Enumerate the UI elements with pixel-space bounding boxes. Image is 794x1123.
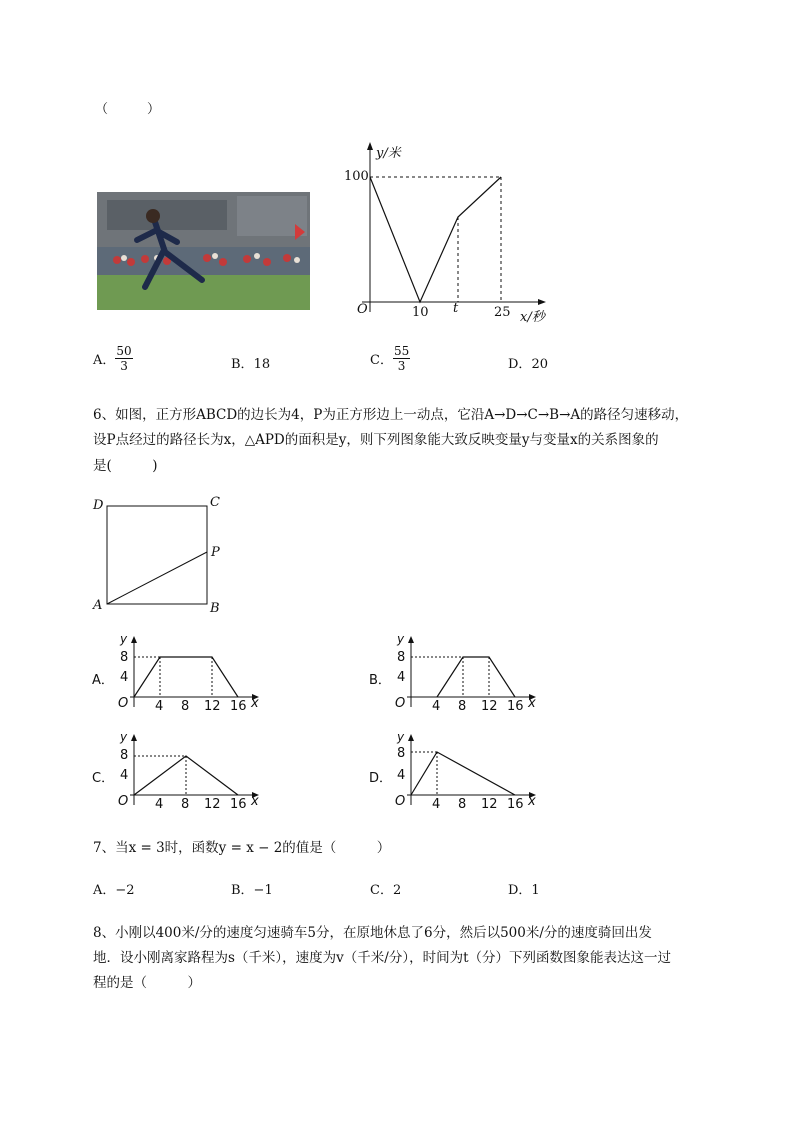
y-axis-label: y	[397, 632, 405, 646]
fraction-denominator: 3	[120, 359, 128, 373]
x-tick: 16	[230, 797, 247, 812]
segment-ap	[107, 552, 207, 604]
x-tick: 8	[181, 797, 190, 812]
y-tick: 8	[120, 650, 129, 665]
x-tick: 8	[181, 699, 190, 714]
x-axis-label: x	[528, 794, 536, 809]
origin-label: O	[118, 794, 129, 809]
vertex-b-label: B	[210, 601, 220, 616]
q7-option-d[interactable]: D．1	[508, 883, 540, 898]
y-tick: 4	[397, 768, 406, 783]
q5-y-tick-100: 100	[344, 169, 369, 184]
option-letter: D．	[508, 357, 532, 372]
option-letter: C．	[370, 353, 393, 368]
fraction-denominator: 3	[397, 359, 406, 373]
x-tick: 8	[458, 699, 467, 714]
q6-option-b[interactable]	[367, 632, 547, 717]
x-tick: 12	[204, 797, 221, 812]
y-tick: 8	[120, 748, 129, 763]
origin-label: O	[395, 696, 406, 711]
q7-option-b[interactable]: B．−1	[231, 883, 273, 898]
option-letter: A．	[93, 353, 116, 368]
y-tick: 8	[397, 746, 406, 761]
q7-option-c[interactable]: C．2	[370, 883, 402, 898]
q5-option-a[interactable]	[93, 344, 133, 373]
x-tick: 4	[432, 797, 441, 812]
y-axis-label: y	[120, 632, 128, 646]
vertex-c-label: C	[210, 495, 220, 510]
x-tick: 4	[432, 699, 441, 714]
y-axis-label: y	[120, 730, 128, 744]
q5-x-tick-10: 10	[412, 305, 429, 320]
q5-distance-time-graph	[340, 140, 560, 325]
x-axis-label: x	[251, 794, 259, 809]
q5-y-axis-label: y/米	[376, 146, 401, 161]
q5-graph-line	[370, 177, 501, 302]
q5-option-d[interactable]	[508, 353, 548, 372]
option-letter: D．	[369, 771, 393, 786]
graph-b-line	[437, 657, 515, 697]
y-tick: 4	[120, 670, 129, 685]
x-tick: 12	[204, 699, 221, 714]
q6-option-d[interactable]	[367, 730, 547, 815]
vertex-a-label: A	[93, 598, 103, 613]
option-letter: C．	[92, 771, 115, 786]
q5-x-tick-t: t	[453, 301, 459, 316]
graph-d-line	[411, 752, 515, 795]
q5-x-axis-label: x/秒	[520, 310, 545, 325]
y-tick: 4	[397, 670, 406, 685]
q6-question-line-2: 设P点经过的路径长为x，△APD的面积是y，则下列图象能大致反映变量y与变量x的关系图象的	[93, 432, 659, 448]
fraction-numerator: 55	[393, 344, 410, 358]
square-abcd	[107, 506, 207, 604]
y-tick: 4	[120, 768, 129, 783]
x-tick: 16	[507, 699, 524, 714]
q6-option-c[interactable]	[90, 730, 270, 815]
x-axis-label: x	[251, 696, 259, 711]
q5-option-c[interactable]	[370, 344, 410, 373]
y-axis-label: y	[397, 730, 405, 744]
q5-option-b[interactable]	[231, 353, 270, 372]
point-p-label: P	[211, 545, 220, 560]
option-letter: B．	[231, 357, 254, 372]
q8-question-line-1: 8、小刚以400米/分的速度匀速骑车5分，在原地休息了6分，然后以500米/分的速度骑回出发	[93, 925, 652, 941]
q6-question-line-3: 是( )	[93, 458, 158, 474]
x-tick: 4	[155, 699, 164, 714]
y-tick: 8	[397, 650, 406, 665]
runner-photo	[97, 192, 310, 310]
option-value: 20	[531, 357, 548, 372]
q5-origin-label: O	[357, 302, 368, 317]
x-tick: 16	[230, 699, 247, 714]
x-tick: 16	[507, 797, 524, 812]
x-tick: 4	[155, 797, 164, 812]
graph-a-line	[134, 657, 238, 697]
vertex-d-label: D	[93, 498, 104, 513]
fraction-numerator: 50	[116, 344, 132, 358]
option-letter: B．	[369, 673, 391, 688]
q7-option-a[interactable]: A．−2	[93, 883, 135, 898]
q5-answer-paren: （ ）	[95, 102, 161, 117]
q8-question-line-3: 程的是（ ）	[93, 975, 201, 991]
x-axis-label: x	[528, 696, 536, 711]
q8-question-line-2: 地．设小刚离家路程为s（千米），速度为v（千米/分），时间为t（分）下列函数图象能表达这一过	[93, 950, 672, 966]
x-tick: 12	[481, 797, 498, 812]
origin-label: O	[395, 794, 406, 809]
q6-question-line-1: 6、如图，正方形ABCD的边长为4，P为正方形边上一动点，它沿A→D→C→B→A的路径匀速移动，	[93, 407, 689, 423]
option-value: 18	[253, 357, 271, 372]
q6-square-figure	[90, 494, 230, 619]
option-letter: A．	[92, 673, 114, 688]
origin-label: O	[118, 696, 129, 711]
q7-question: 7、当x = 3时，函数y = x − 2的值是（ ）	[93, 840, 391, 856]
q6-option-a[interactable]	[90, 632, 270, 717]
x-tick: 8	[458, 797, 467, 812]
q5-x-tick-25: 25	[494, 305, 511, 320]
x-tick: 12	[481, 699, 498, 714]
